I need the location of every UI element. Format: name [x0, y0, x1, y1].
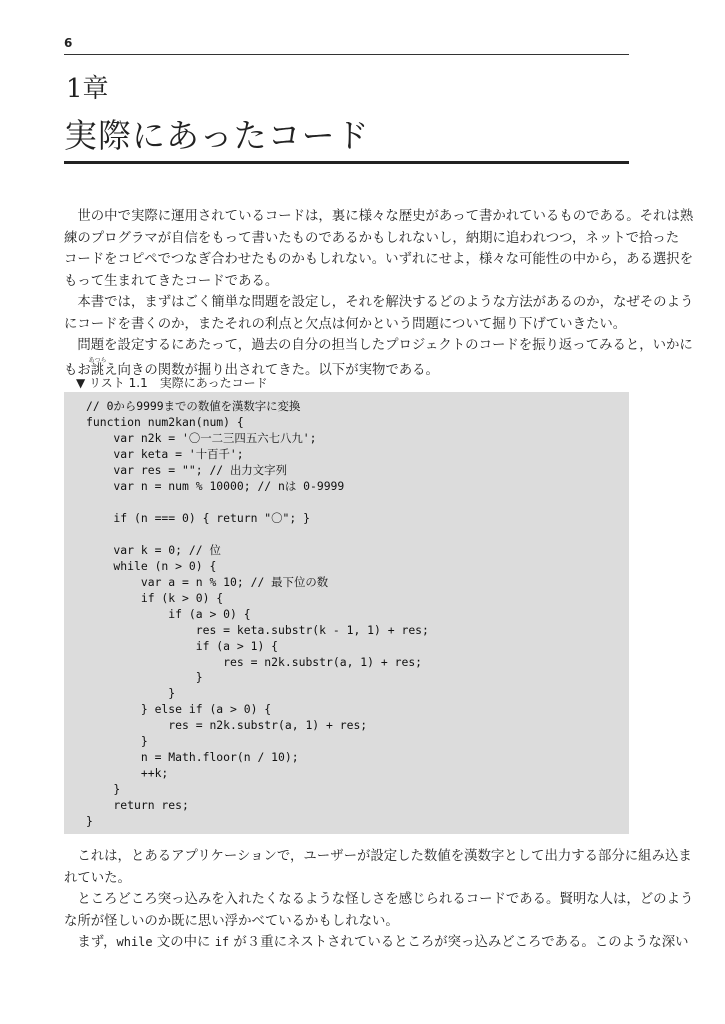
- code-line: if (a > 1) {: [86, 638, 279, 653]
- after-text: [64, 846, 694, 954]
- chapter-label: 1章: [66, 74, 109, 104]
- code-line: [86, 527, 629, 543]
- text-line: ところどころ突っ込みを入れたくなるような怪しさを感じられるコードである。賢明な人は，どのよう: [77, 892, 694, 907]
- code-line: }: [86, 686, 176, 701]
- code-line: ++k;: [86, 766, 169, 781]
- code-line: if (k > 0) {: [86, 590, 224, 605]
- code-line: res = keta.substr(k - 1, 1) + res;: [86, 622, 429, 637]
- text-line: 本書では，まずはごく簡単な問題を設定し，それを解決するどのような方法があるのか，なぜそのよう: [77, 295, 694, 310]
- code-line: var res = ""; // 出力文字列: [86, 462, 287, 477]
- code-line: var n2k = '〇一二三四五六七八九';: [86, 430, 317, 445]
- chapter-title: 実際にあったコード: [64, 116, 370, 155]
- code-line: var n = num % 10000; // nは 0-9999: [86, 478, 345, 493]
- text-line: これは，とあるアプリケーションで，ユーザーが設定した数値を漢数字として出力する部分に組み込ま: [77, 849, 692, 864]
- code-line: return res;: [86, 798, 189, 813]
- text-line: コードをコピペでつなぎ合わせたものかもしれない。いずれにせよ，様々な可能性の中から，ある選択を: [64, 252, 694, 267]
- code-line: res = n2k.substr(a, 1) + res;: [86, 718, 368, 733]
- code-line: } else if (a > 0) {: [86, 702, 272, 717]
- title-rule: [64, 161, 629, 164]
- code-line: while (n > 0) {: [86, 558, 217, 573]
- text-line: 問題を設定するにあたって，過去の自分の担当したプロジェクトのコードを振り返ってみると，いかに: [77, 338, 693, 353]
- header-rule: [64, 54, 629, 55]
- code-line: if (n === 0) { return "〇"; }: [86, 510, 310, 525]
- text-line: な所が怪しいのか既に思い浮かべているかもしれない。: [64, 913, 399, 929]
- code-line: n = Math.floor(n / 10);: [86, 750, 299, 765]
- code-line: var keta = '十百千';: [86, 446, 244, 461]
- code-line: }: [86, 814, 93, 829]
- code-block: [64, 392, 629, 830]
- text-line: もお誂あつらえ向きの関数が掘り出されてきた。以下が実物である。: [64, 356, 439, 378]
- code-line: }: [86, 670, 203, 685]
- text-line: にコードを書くのか，またそれの利点と欠点は何かという問題について掘り下げていきたい。: [64, 316, 627, 332]
- text-line: もって生まれてきたコードである。: [64, 273, 279, 289]
- code-line: [86, 495, 629, 511]
- code-line: var a = n % 10; // 最下位の数: [86, 574, 329, 589]
- text-line: 練のプログラマが自信をもって書いたものであるかもしれないし，納期に追われつつ，ネットで拾った: [64, 230, 680, 246]
- code-line: if (a > 0) {: [86, 606, 251, 621]
- code-line: var k = 0; // 位: [86, 542, 221, 557]
- code-line: }: [86, 734, 148, 749]
- intro-text: [64, 206, 694, 381]
- code-line: // 0から9999までの数値を漢数字に変換: [86, 399, 301, 413]
- text-line: 世の中で実際に運用されているコードは，裏に様々な歴史があって書かれているものである。それは熟: [77, 209, 694, 224]
- code-line: function num2kan(num) {: [86, 414, 244, 429]
- text-line: まず，while 文の中に if が３重にネストされているところが突っ込みどころである。このような深い: [77, 935, 689, 950]
- code-listing: [64, 392, 629, 834]
- listing-caption: ▼ リスト 1.1 実際にあったコード: [76, 376, 268, 390]
- code-line: res = n2k.substr(a, 1) + res;: [86, 654, 423, 669]
- text-line: れていた。: [64, 870, 131, 886]
- code-line: }: [86, 782, 121, 797]
- page-number: 6: [64, 36, 73, 50]
